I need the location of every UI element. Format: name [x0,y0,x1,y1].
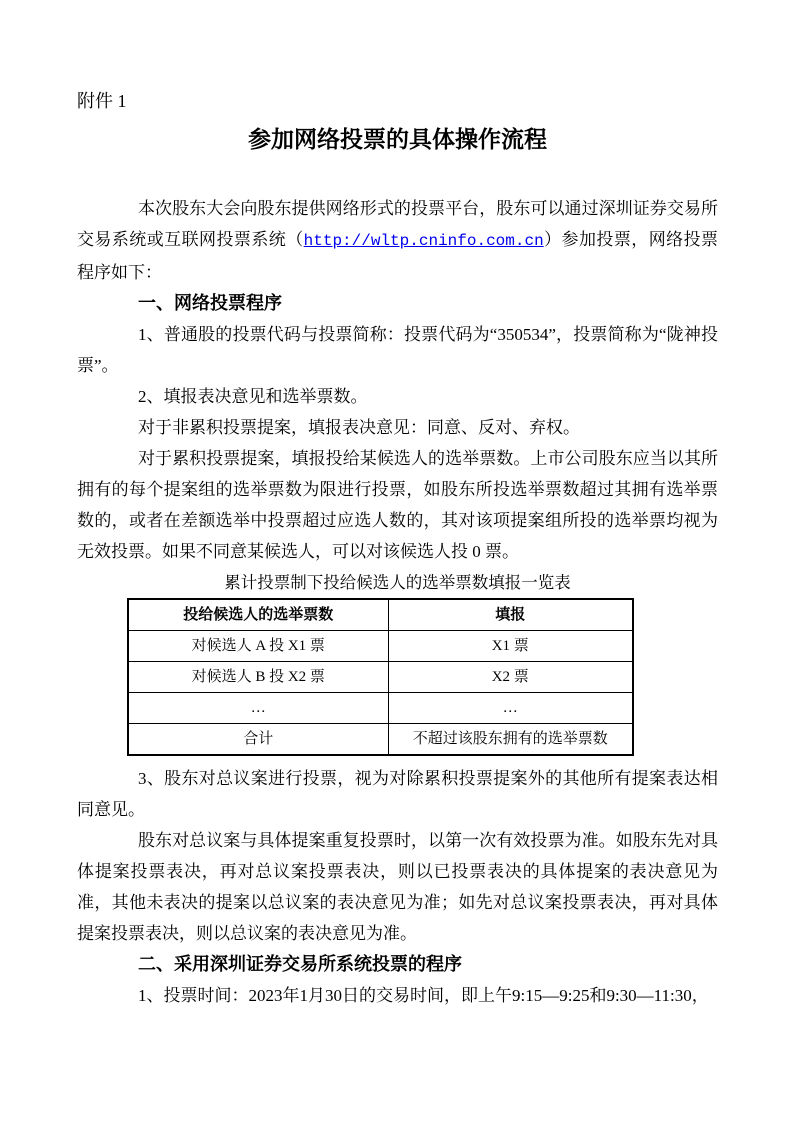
section-1-heading: 一、网络投票程序 [138,293,282,313]
table-header-votes: 投给候选人的选举票数 [128,599,388,631]
table-cell: 不超过该股东拥有的选举票数 [388,724,633,756]
paragraph-non-cumulative: 对于非累积投票提案，填报表决意见：同意、反对、弃权。 [138,418,580,437]
table-cell: … [128,693,388,724]
table-cell: … [388,693,633,724]
table-caption: 累计投票制下投给候选人的选举票数填报一览表 [224,573,571,592]
table-header-fill: 填报 [388,599,633,631]
section-2-heading: 二、采用深圳证券交易所系统投票的程序 [138,954,462,974]
table-cell: X2 票 [388,662,633,693]
paragraph-voting-code: 1、普通股的投票代码与投票简称：投票代码为“350534”，投票简称为“陇神投票”。 [77,325,718,375]
table-header-row [128,599,633,631]
ballot-table [127,598,634,756]
paragraph-fill-opinions: 2、填报表决意见和选举票数。 [138,387,368,406]
table-cell: 对候选人 A 投 X1 票 [128,631,388,662]
table-row [128,693,633,724]
document-title: 参加网络投票的具体操作流程 [248,127,547,152]
voting-url-link[interactable]: http://wltp.cninfo.com.cn [303,232,544,250]
intro-text-after: ）参加投票，网络投票程序如下： [77,230,719,282]
table-cell: 对候选人 B 投 X2 票 [128,662,388,693]
table-row [128,631,633,662]
table-cell: X1 票 [388,631,633,662]
attachment-label: 附件 1 [77,91,127,111]
intro-paragraph [77,193,718,288]
paragraph-cumulative: 对于累积投票提案，填报投给某候选人的选举票数。上市公司股东应当以其所拥有的每个提案组的选举票数为限进行投票，如股东所投选举票数超过其拥有选举票数的，或者在差额选举中投票超过应选人数的，其对该项提案组所投的选举票均视为无效投票。如果不同意某候选人，可以对该候选人投 0 票。 [77,449,718,561]
paragraph-duplicate-voting: 股东对总议案与具体提案重复投票时，以第一次有效投票为准。如股东先对具体提案投票表决，再对总议案投票表决，则以已投票表决的具体提案的表决意见为准，其他未表决的提案以总议案的表决意见为准；如先对总议案投票表决，再对具体提案投票表决，则以总议案的表决意见为准。 [77,831,718,943]
table-row [128,724,633,756]
paragraph-general-proposal: 3、股东对总议案进行投票，视为对除累积投票提案外的其他所有提案表达相同意见。 [77,769,718,819]
intro-text-before: 本次股东大会向股东提供网络形式的投票平台，股东可以通过深圳证券交易所交易系统或互联网投票系统（ [77,199,718,249]
paragraph-voting-time: 1、投票时间：2023年1月30日的交易时间，即上午9:15—9:25和9:30—11:30， [138,986,709,1005]
table-row [128,662,633,693]
table-cell: 合计 [128,724,388,756]
